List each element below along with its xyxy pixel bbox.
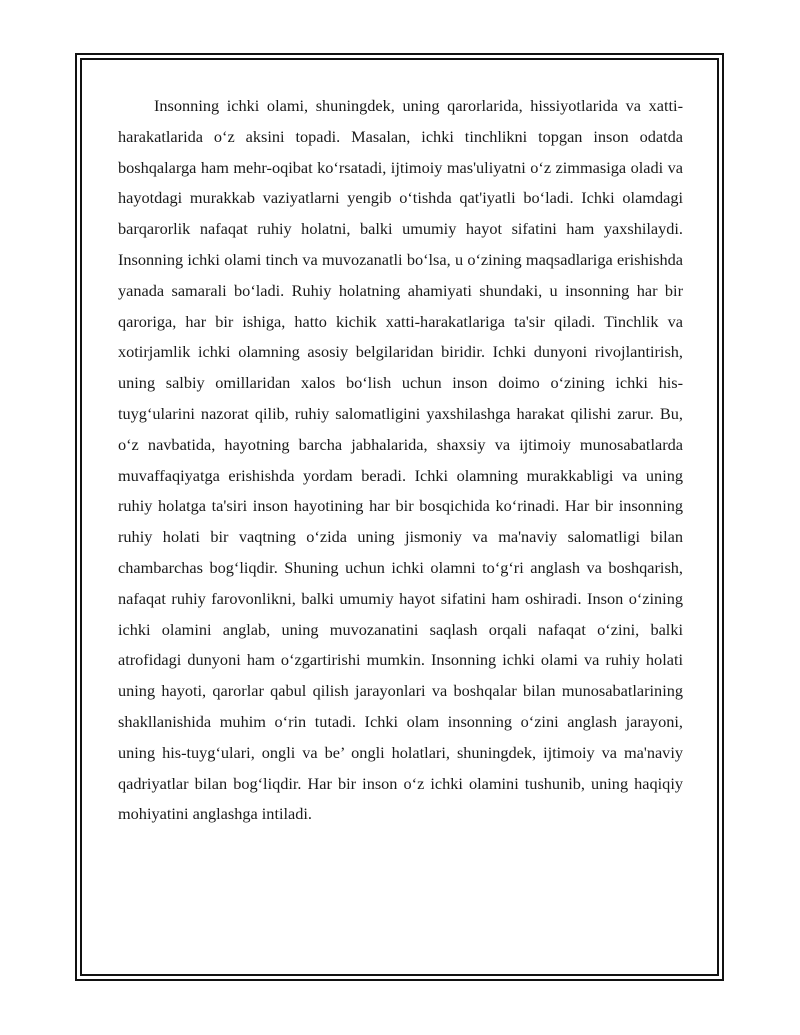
body-paragraph: Insonning ichki olami, shuningdek, uning qarorlarida, hissiyotlarida va xatti-harakatlarida oʻz aksini topadi. Masalan, ichki tinchlikni topgan inson odatda boshqalarga ham mehr-oqibat koʻrsatadi, ijtimoiy mas'uliyatni oʻz zimmasiga oladi va hayotdagi murakkab vaziyatlarni yengib oʻtishda qat'iyatli boʻladi. Ichki olamdagi barqarorlik nafaqat ruhiy holatni, balki umumiy hayot sifatini ham yaxshilaydi. Insonning ichki olami tinch va muvozanatli boʻlsa, u oʻzining maqsadlariga erishishda yanada samarali boʻladi. Ruhiy holatning ahamiyati shundaki, u insonning har bir qaroriga, har bir ishiga, hatto kichik xatti-harakatlariga ta'sir qiladi. Tinchlik va xotirjamlik ichki olamning asosiy belgilaridan biridir. Ichki dunyoni rivojlantirish, uning salbiy omillaridan xalos boʻlish uchun inson doimo oʻzining ichki his-tuygʻularini nazorat qilib, ruhiy salomatligini yaxshilashga harakat qilishi zarur. Bu, oʻz navbatida, hayotning barcha jabhalarida, shaxsiy va ijtimoiy munosabatlarda muvaffaqiyatga erishishda yordam beradi. Ichki olamning murakkabligi va uning ruhiy holatga ta'siri inson hayotining har bir bosqichida koʻrinadi. Har bir insonning ruhiy holati bir vaqtning oʻzida uning jismoniy va ma'naviy salomatligi bilan chambarchas bogʻliqdir. Shuning uchun ichki olamni toʻgʻri anglash va boshqarish, nafaqat ruhiy farovonlikni, balki umumiy hayot sifatini ham oshiradi. Inson oʻzining ichki olamini anglab, uning muvozanatini saqlash orqali nafaqat oʻzini, balki atrofidagi dunyoni ham oʻzgartirishi mumkin. Insonning ichki olami va ruhiy holati uning hayoti, qarorlar qabul qilish jarayonlari va boshqalar bilan munosabatlarining shakllanishida muhim oʻrin tutadi. Ichki olam insonning oʻzini anglash jarayoni, uning his-tuygʻulari, ongli va be’ ongli holatlari, shuningdek, ijtimoiy va ma'naviy qadriyatlar bilan bogʻliqdir. Har bir inson oʻz ichki olamini tushunib, uning haqiqiy mohiyatini anglashga intiladi. [118,96,683,824]
